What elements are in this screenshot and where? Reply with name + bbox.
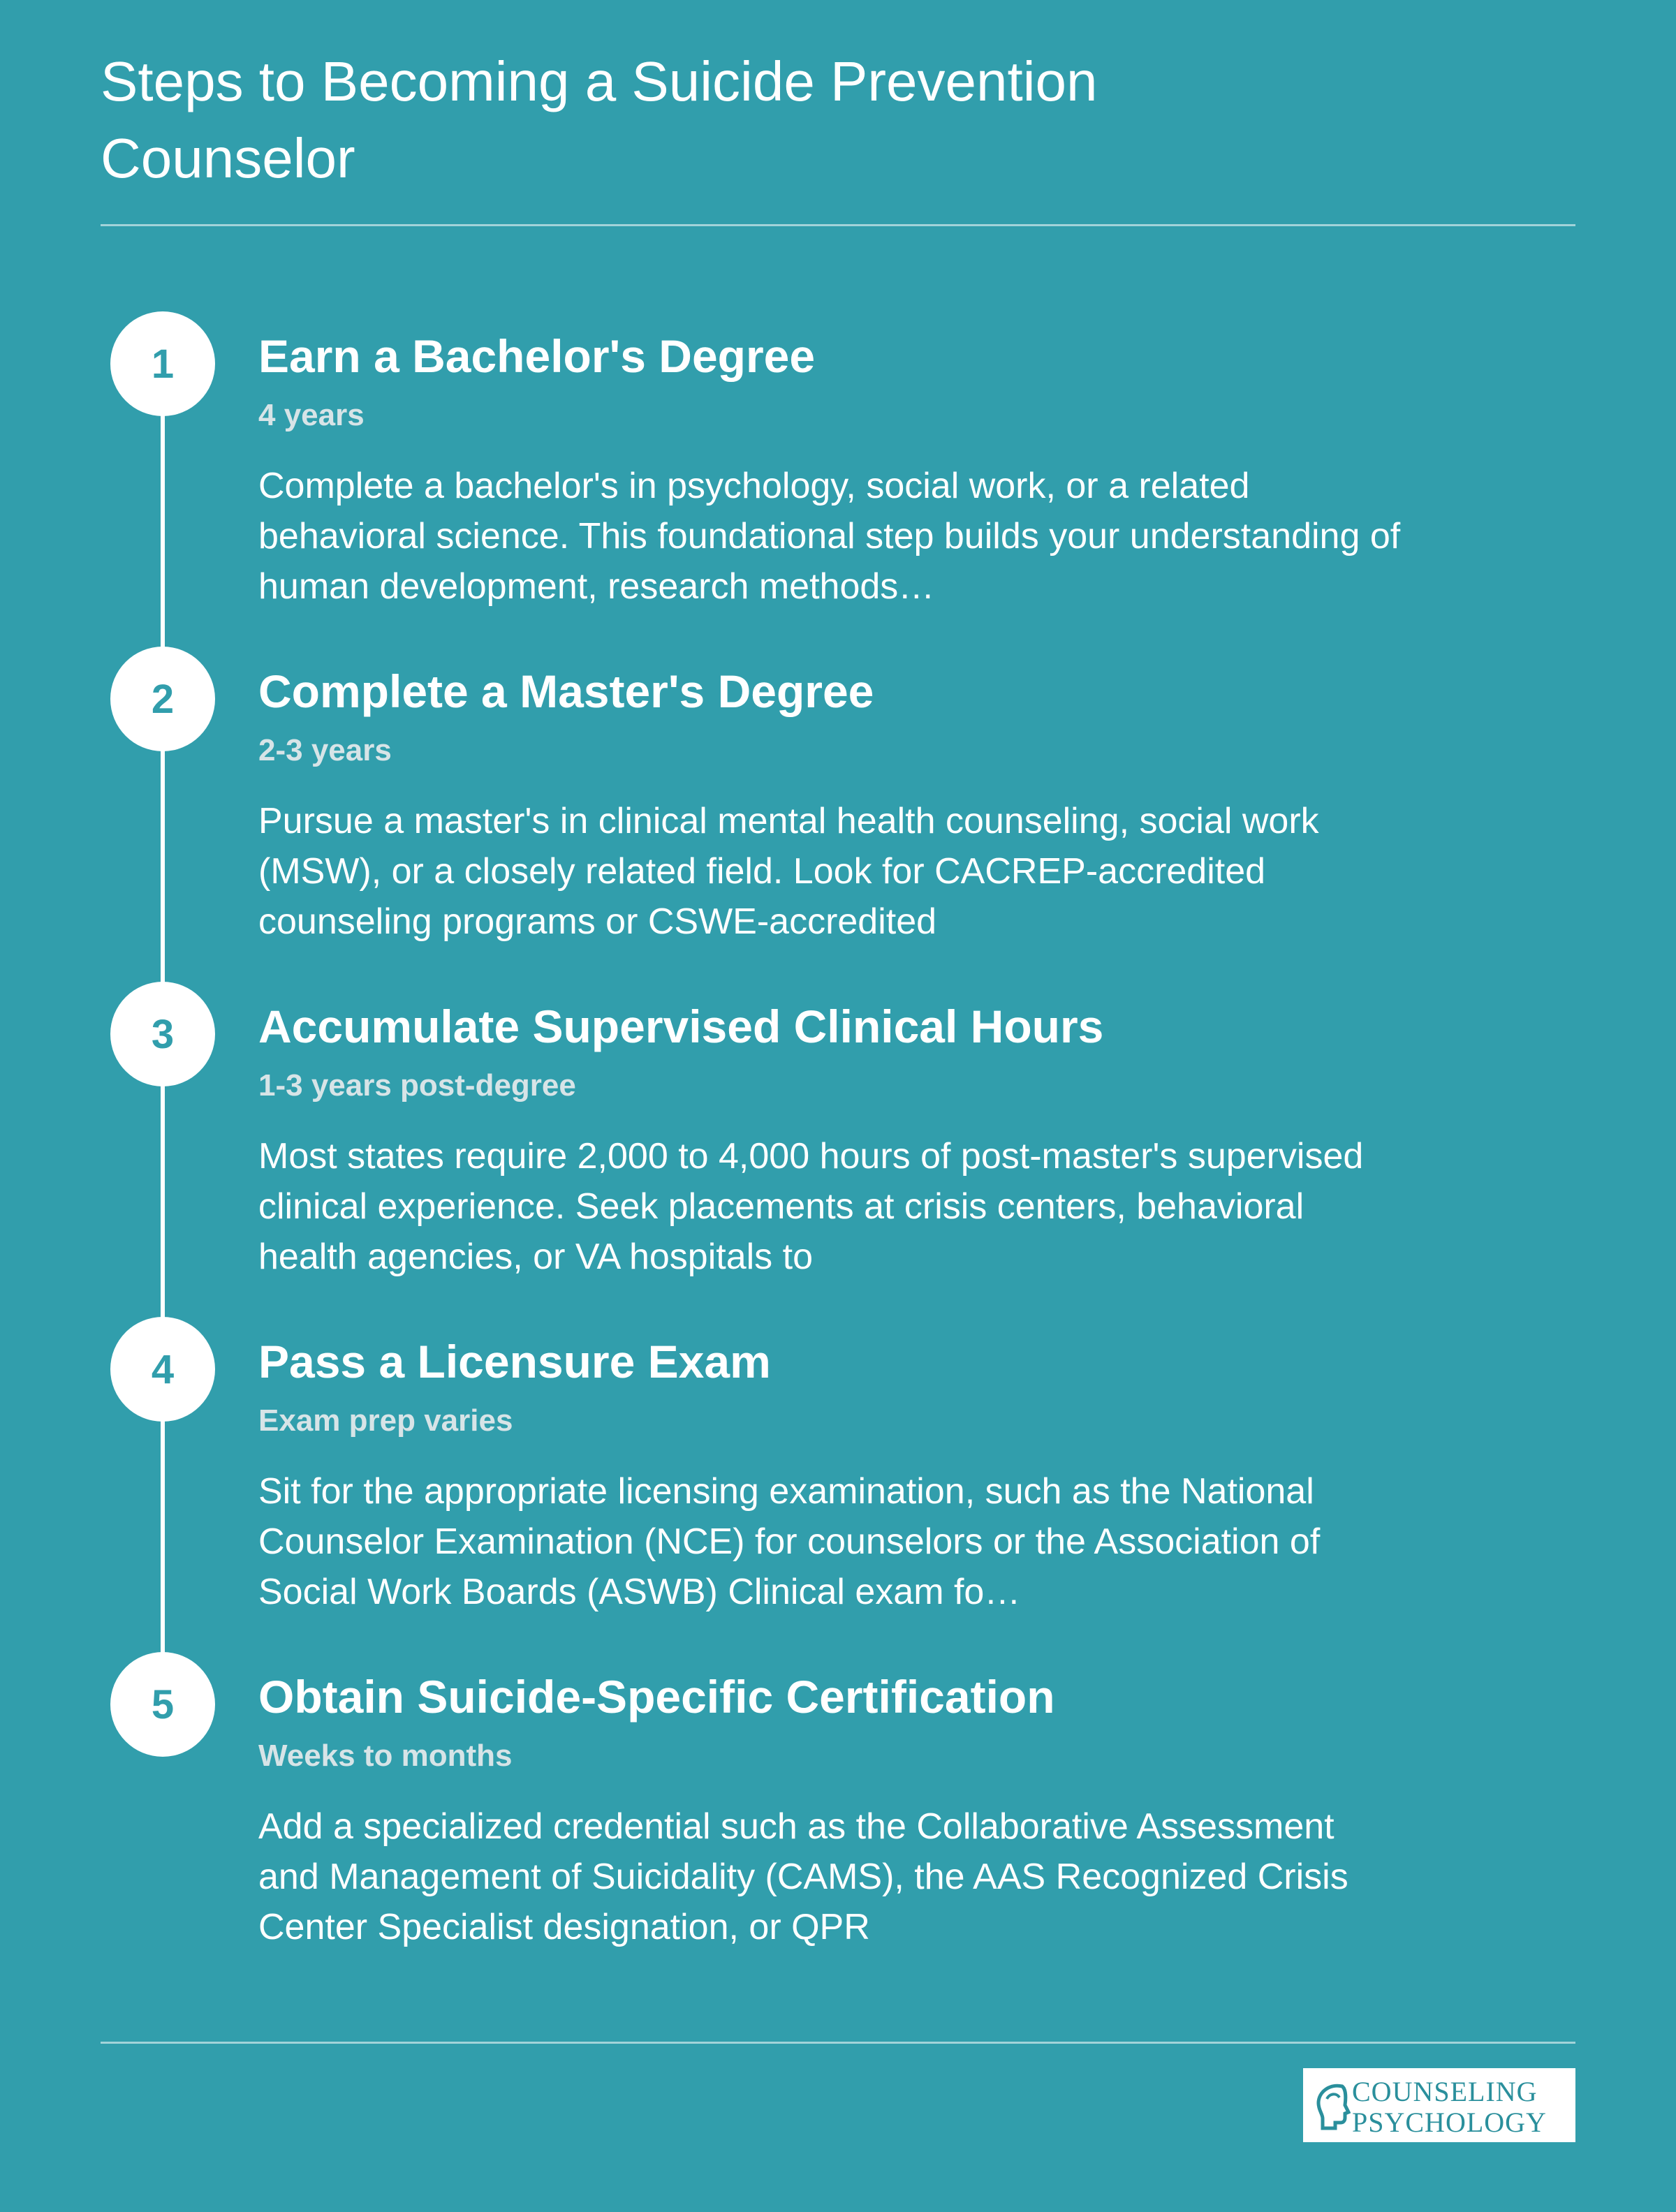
step-description: Pursue a master's in clinical mental health counseling, social work (MSW), or a closely related field. Look for CACREP-accredited counseling programs or CSWE-accredited <box>258 801 1319 942</box>
step-title: Complete a Master's Degree <box>258 665 874 717</box>
step-number-circle: 4 <box>110 1317 215 1422</box>
step-description: Complete a bachelor's in psychology, social work, or a related behavioral science. This foundational step builds your understanding of human development, research methods… <box>258 466 1401 607</box>
step-5 <box>0 1669 1676 1990</box>
step-description: Most states require 2,000 to 4,000 hours of post-master's supervised clinical experience. Seek placements at crisis centers, behavioral health agencies, or VA hospitals to <box>258 1136 1364 1277</box>
step-2 <box>0 663 1676 985</box>
step-number-circle: 1 <box>110 311 215 416</box>
bottom-divider <box>101 2042 1575 2044</box>
logo-line-1: COUNSELING <box>1352 2076 1538 2107</box>
logo-line-2: PSYCHOLOGY <box>1352 2107 1547 2138</box>
step-duration: Weeks to months <box>258 1739 513 1773</box>
step-description: Sit for the appropriate licensing examination, such as the National Counselor Examination (NCE) for counselors or the Association of Social Work Boards (ASWB) Clinical exam fo… <box>258 1471 1321 1612</box>
step-title: Earn a Bachelor's Degree <box>258 330 816 382</box>
counseling-psychology-logo <box>1303 2068 1575 2142</box>
step-duration: 4 years <box>258 398 365 432</box>
step-number-circle: 3 <box>110 982 215 1086</box>
step-1 <box>0 328 1676 649</box>
step-duration: 2-3 years <box>258 733 392 767</box>
step-number-circle: 2 <box>110 647 215 751</box>
step-3 <box>0 998 1676 1320</box>
step-number-circle: 5 <box>110 1652 215 1757</box>
step-title: Pass a Licensure Exam <box>258 1336 771 1387</box>
step-duration: Exam prep varies <box>258 1403 513 1438</box>
head-profile-icon <box>1314 2082 1351 2131</box>
step-title: Accumulate Supervised Clinical Hours <box>258 1001 1104 1052</box>
step-description: Add a specialized credential such as the Collaborative Assessment and Management of Suicidality (CAMS), the AAS Recognized Crisis Center Specialist designation, or QPR <box>258 1806 1348 1947</box>
step-duration: 1-3 years post-degree <box>258 1068 576 1103</box>
step-4 <box>0 1334 1676 1655</box>
top-divider <box>101 224 1575 226</box>
page-title: Steps to Becoming a Suicide Prevention Counselor <box>101 50 1098 189</box>
step-title: Obtain Suicide-Specific Certification <box>258 1671 1055 1723</box>
